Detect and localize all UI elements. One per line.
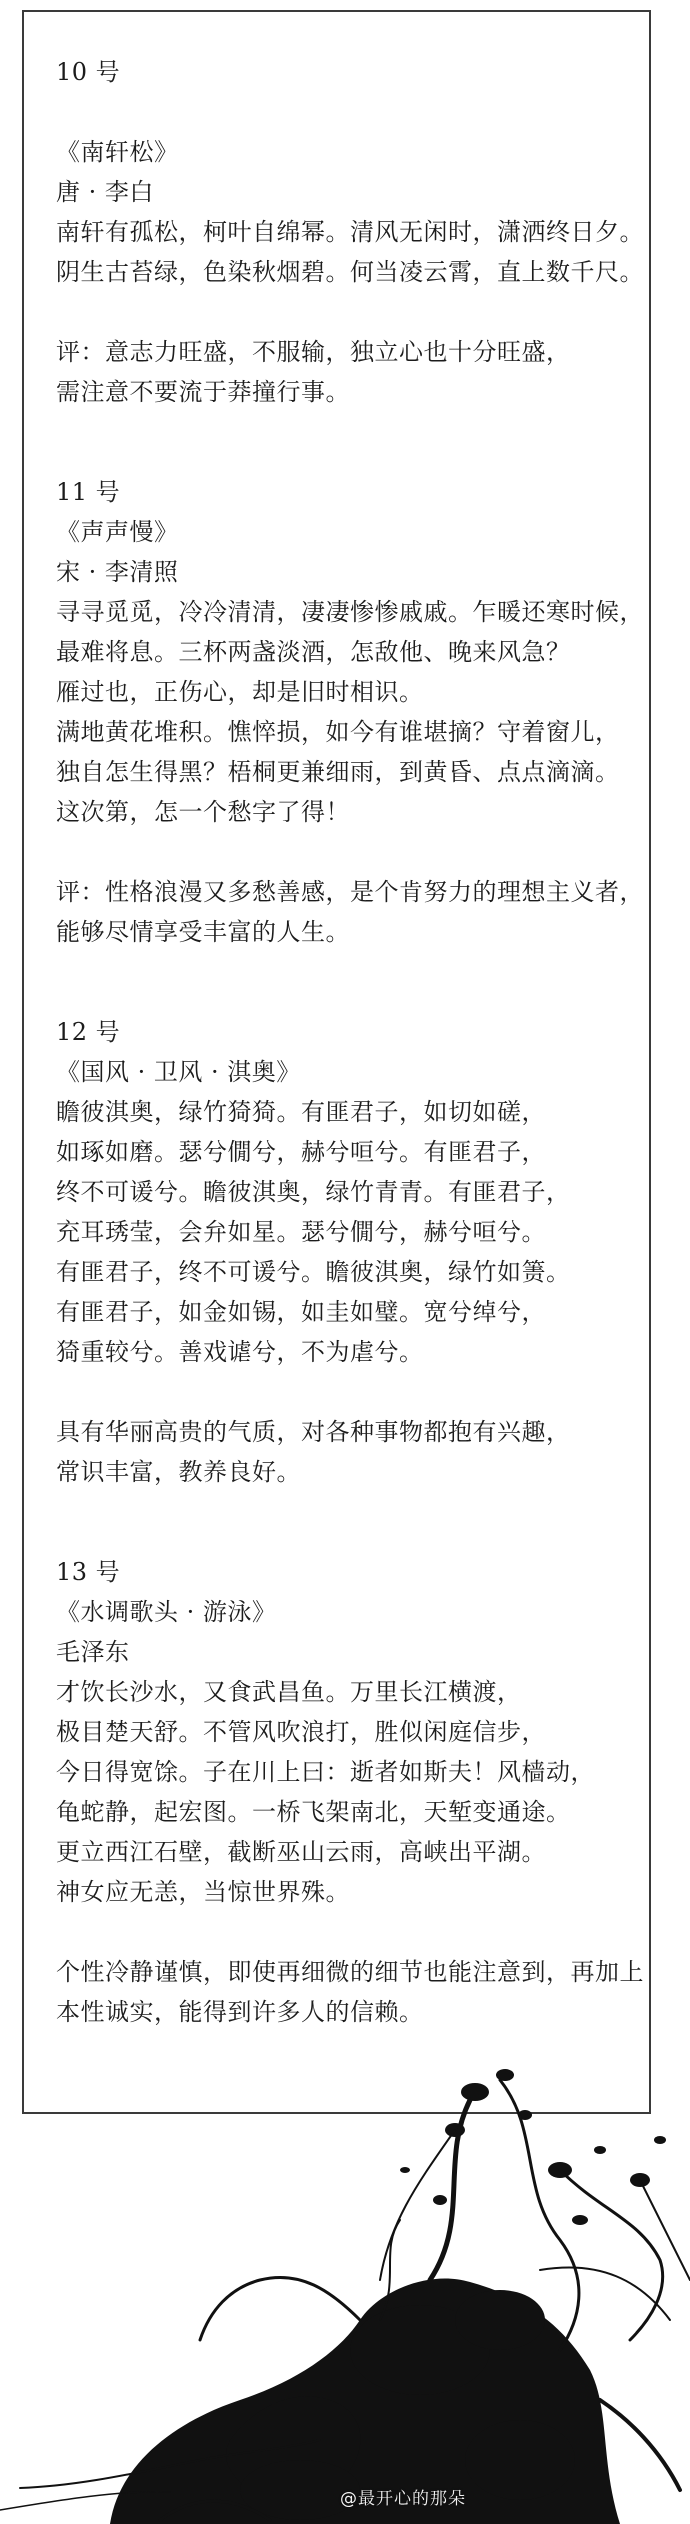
text-line: 这次第，怎一个愁字了得！	[56, 798, 350, 826]
entry-block	[56, 472, 644, 952]
comment-line: 常识丰富，教养良好。	[56, 1458, 301, 1486]
comment-line: 具有华丽高贵的气质，对各种事物都抱有兴趣，	[56, 1418, 571, 1446]
text-line: 才饮长沙水，又食武昌鱼。万里长江横渡，	[56, 1678, 522, 1706]
entry-block	[56, 1012, 631, 1492]
blank-line	[56, 1912, 631, 1952]
text-line: 今日得宽馀。子在川上曰：逝者如斯夫！风樯动，	[56, 1758, 595, 1786]
blank-line	[56, 1372, 631, 1412]
section-gap	[56, 952, 631, 992]
comment-line: 评：性格浪漫又多愁善感，是个肯努力的理想主义者，	[56, 878, 644, 906]
text-line: 如琢如磨。瑟兮僩兮，赫兮咺兮。有匪君子，	[56, 1138, 546, 1166]
blank-line	[56, 292, 631, 332]
entry-number: 10 号	[56, 58, 121, 86]
text-line: 独自怎生得黑？梧桐更兼细雨，到黄昏、点点滴滴。	[56, 758, 620, 786]
text-line: 龟蛇静，起宏图。一桥飞架南北，天堑变通途。	[56, 1798, 571, 1826]
text-line: 终不可谖兮。瞻彼淇奥，绿竹青青。有匪君子，	[56, 1178, 571, 1206]
text-line: 雁过也，正伤心，却是旧时相识。	[56, 678, 424, 706]
text-line: 瞻彼淇奥，绿竹猗猗。有匪君子，如切如磋，	[56, 1098, 546, 1126]
poem-title: 《声声慢》	[56, 518, 179, 546]
text-line: 充耳琇莹，会弁如星。瑟兮僩兮，赫兮咺兮。	[56, 1218, 546, 1246]
text-line: 最难将息。三杯两盏淡酒，怎敌他、晚来风急？	[56, 638, 571, 666]
entries-list	[56, 52, 644, 2032]
entry-block	[56, 1552, 644, 2032]
poem-title: 《国风 · 卫风 · 淇奥》	[56, 1058, 301, 1086]
section-gap	[56, 1492, 631, 1532]
text-line: 更立西江石壁，截断巫山云雨，高峡出平湖。	[56, 1838, 546, 1866]
section-gap	[56, 452, 631, 472]
content-frame	[22, 10, 651, 2114]
blank-line	[56, 832, 631, 872]
weibo-watermark: @最开心的那朵	[340, 2489, 466, 2509]
comment-line: 能够尽情享受丰富的人生。	[56, 918, 350, 946]
text-line: 唐 · 李白	[56, 178, 154, 206]
spacer	[56, 92, 631, 132]
text-line: 极目楚天舒。不管风吹浪打，胜似闲庭信步，	[56, 1718, 546, 1746]
comment-line: 个性冷静谨慎，即使再细微的细节也能注意到，再加上	[56, 1958, 644, 1986]
text-line: 毛泽东	[56, 1638, 130, 1666]
text-line: 猗重较兮。善戏谑兮，不为虐兮。	[56, 1338, 424, 1366]
section-gap	[56, 992, 631, 1012]
entry-number: 12 号	[56, 1018, 121, 1046]
poem-title: 《水调歌头 · 游泳》	[56, 1598, 277, 1626]
comment-line: 评：意志力旺盛，不服输，独立心也十分旺盛，	[56, 338, 571, 366]
text-line: 满地黄花堆积。憔悴损，如今有谁堪摘？守着窗儿，	[56, 718, 620, 746]
text-line: 南轩有孤松，柯叶自绵幂。清风无闲时，潇洒终日夕。	[56, 218, 644, 246]
comment-line: 需注意不要流于莽撞行事。	[56, 378, 350, 406]
entry-number: 11 号	[56, 478, 121, 506]
text-line: 阴生古苔绿，色染秋烟碧。何当凌云霄，直上数千尺。	[56, 258, 644, 286]
entry-number: 13 号	[56, 1558, 121, 1586]
comment-line: 本性诚实，能得到许多人的信赖。	[56, 1998, 424, 2026]
text-line: 有匪君子，终不可谖兮。瞻彼淇奥，绿竹如箦。	[56, 1258, 571, 1286]
text-line: 神女应无恙，当惊世界殊。	[56, 1878, 350, 1906]
entry-block	[56, 52, 644, 412]
section-gap	[56, 1532, 631, 1552]
ink-splash-decoration	[0, 2020, 690, 2524]
section-gap	[56, 412, 631, 452]
text-line: 宋 · 李清照	[56, 558, 179, 586]
text-line: 有匪君子，如金如锡，如圭如璧。宽兮绰兮，	[56, 1298, 546, 1326]
poem-title: 《南轩松》	[56, 138, 179, 166]
text-line: 寻寻觅觅，冷冷清清，凄凄惨惨戚戚。乍暖还寒时候，	[56, 598, 644, 626]
